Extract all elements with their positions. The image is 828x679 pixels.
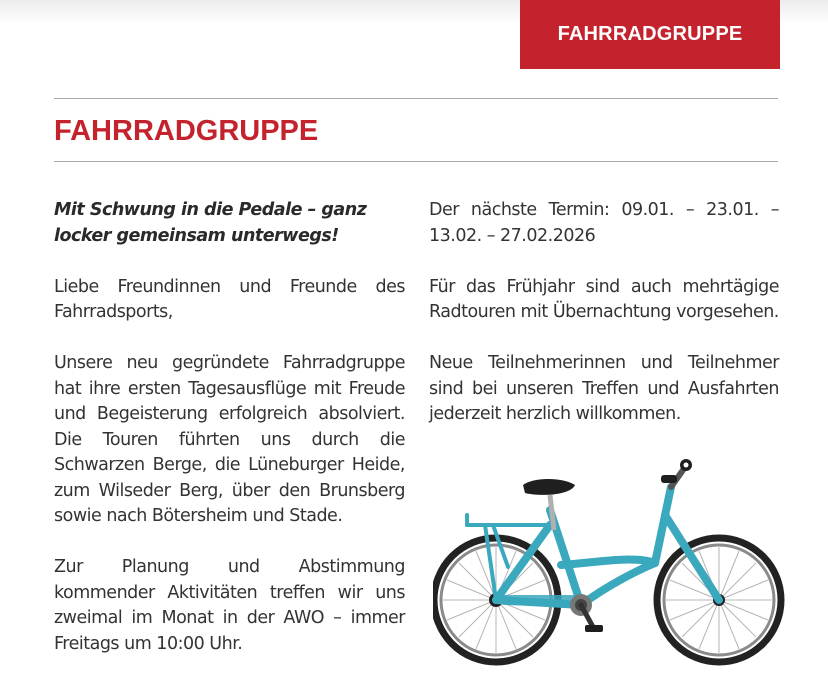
left-column <box>54 198 405 679</box>
spring-tours-paragraph: Für das Frühjahr sind auch mehrtägige Radtouren mit Übernachtung vorgesehen. <box>429 276 779 322</box>
chain-guard <box>503 595 581 607</box>
section-tab[interactable]: FAHRRADGRUPPE <box>520 0 780 69</box>
bicycle-icon <box>433 455 789 679</box>
handlebar <box>661 459 692 487</box>
page-title: FAHRRADGRUPPE <box>54 115 319 147</box>
bottom-divider <box>54 161 778 162</box>
saddle <box>523 479 575 495</box>
next-dates-paragraph: Der nächste Termin: 09.01. – 23.01. – 13.02. – 27.02.2026 <box>429 200 779 246</box>
right-column <box>429 198 779 453</box>
welcome-paragraph: Neue Teilnehmerinnen und Teilnehmer sind bei unseren Treffen und Ausfahrten jederzeit herzlich willkommen. <box>429 353 779 424</box>
top-divider <box>54 98 778 99</box>
crankset <box>570 594 603 632</box>
tours-paragraph: Unsere neu gegründete Fahrradgruppe hat ihre ersten Tagesausflüge mit Freude und Begeisterung erfolgreich absolviert. Die Touren führten uns durch die Schwarzen Berge, die Lüneburger Heide, zum Wilseder Berg, über den Brunsberg sowie nach Bötersheim und Stade. <box>54 353 405 526</box>
greeting-paragraph: Liebe Freundinnen und Freunde des Fahrradsports, <box>54 276 405 322</box>
lead-text: Mit Schwung in die Pedale – ganz locker gemeinsam unterwegs! <box>54 200 367 246</box>
meeting-paragraph: Zur Planung und Abstimmung kommender Aktivitäten treffen wir uns zweimal im Monat in der AWO – immer Freitags um 10:00 Uhr. <box>54 557 405 654</box>
